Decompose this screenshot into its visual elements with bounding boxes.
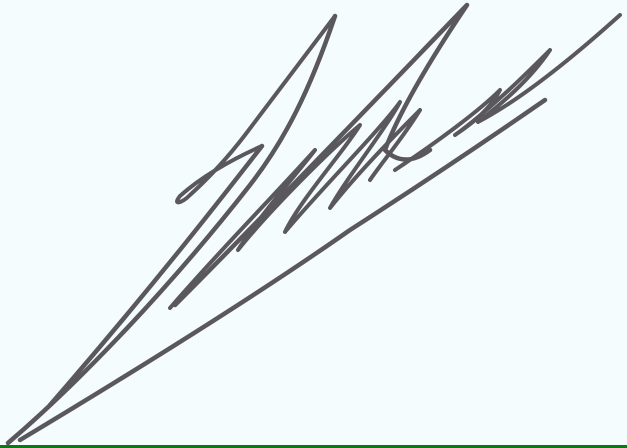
signature-stroke-scribble	[170, 102, 420, 308]
signature-stroke-tail	[395, 15, 620, 170]
signature-stroke-underline	[20, 100, 545, 440]
signature-stroke-descent-1	[50, 146, 262, 405]
